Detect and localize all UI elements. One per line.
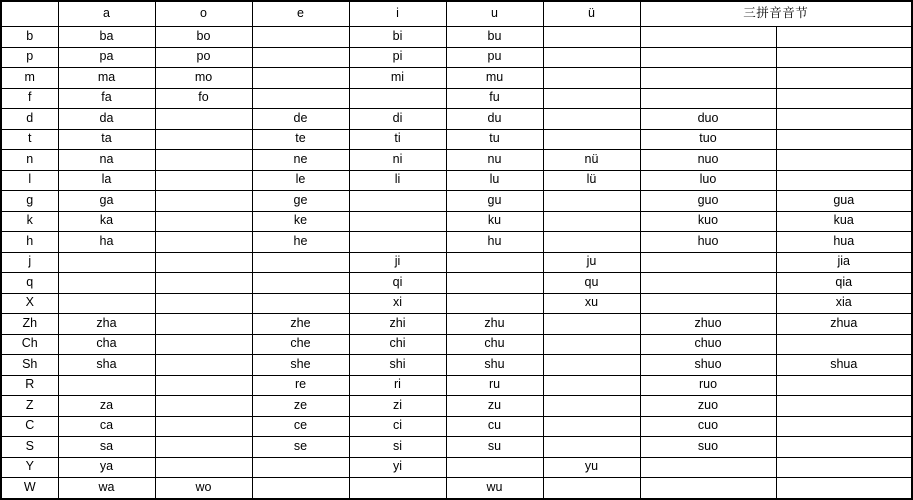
empty-cell <box>776 129 912 150</box>
syllable-cell: gu <box>446 191 543 212</box>
row-initial-t: t <box>1 129 58 150</box>
syllable-cell: qia <box>776 273 912 294</box>
syllable-cell: huo <box>640 232 776 253</box>
syllable-cell: fa <box>58 88 155 109</box>
syllable-cell: lü <box>543 170 640 191</box>
syllable-cell: nuo <box>640 150 776 171</box>
empty-cell <box>543 396 640 417</box>
row-initial-x: X <box>1 293 58 314</box>
syllable-cell: ya <box>58 457 155 478</box>
syllable-cell: ju <box>543 252 640 273</box>
table-row <box>1 334 912 355</box>
table-row <box>1 437 912 458</box>
syllable-cell: na <box>58 150 155 171</box>
row-initial-g: g <box>1 191 58 212</box>
syllable-cell: shi <box>349 355 446 376</box>
table-row <box>1 375 912 396</box>
syllable-cell: da <box>58 109 155 130</box>
syllable-cell: ca <box>58 416 155 437</box>
row-initial-s: S <box>1 437 58 458</box>
syllable-cell: ji <box>349 252 446 273</box>
syllable-cell: mi <box>349 68 446 89</box>
empty-cell <box>252 273 349 294</box>
row-initial-r: R <box>1 375 58 396</box>
syllable-cell: du <box>446 109 543 130</box>
syllable-cell: qu <box>543 273 640 294</box>
empty-cell <box>155 232 252 253</box>
syllable-cell: nü <box>543 150 640 171</box>
table-row <box>1 273 912 294</box>
empty-cell <box>543 191 640 212</box>
table-row <box>1 416 912 437</box>
syllable-cell: wa <box>58 478 155 500</box>
empty-cell <box>543 88 640 109</box>
header-vowel-v: ü <box>543 1 640 27</box>
empty-cell <box>349 232 446 253</box>
syllable-cell: re <box>252 375 349 396</box>
empty-cell <box>155 457 252 478</box>
header-corner <box>1 1 58 27</box>
header-vowel-e: e <box>252 1 349 27</box>
syllable-cell: luo <box>640 170 776 191</box>
empty-cell <box>776 27 912 48</box>
syllable-cell: gua <box>776 191 912 212</box>
syllable-cell: duo <box>640 109 776 130</box>
empty-cell <box>543 314 640 335</box>
syllable-cell: tu <box>446 129 543 150</box>
empty-cell <box>543 478 640 500</box>
row-initial-b: b <box>1 27 58 48</box>
row-initial-c: C <box>1 416 58 437</box>
table-row <box>1 68 912 89</box>
table-row <box>1 314 912 335</box>
syllable-cell: zhua <box>776 314 912 335</box>
syllable-cell: fo <box>155 88 252 109</box>
empty-cell <box>776 88 912 109</box>
syllable-cell: ku <box>446 211 543 232</box>
row-initial-h: h <box>1 232 58 253</box>
syllable-cell: li <box>349 170 446 191</box>
empty-cell <box>776 150 912 171</box>
syllable-cell: zha <box>58 314 155 335</box>
row-initial-m: m <box>1 68 58 89</box>
syllable-cell: de <box>252 109 349 130</box>
empty-cell <box>446 273 543 294</box>
empty-cell <box>640 88 776 109</box>
syllable-cell: shua <box>776 355 912 376</box>
empty-cell <box>155 334 252 355</box>
syllable-cell: zhi <box>349 314 446 335</box>
syllable-cell: fu <box>446 88 543 109</box>
syllable-cell: ne <box>252 150 349 171</box>
row-initial-zh: Zh <box>1 314 58 335</box>
syllable-cell: ta <box>58 129 155 150</box>
syllable-cell: ni <box>349 150 446 171</box>
row-initial-ch: Ch <box>1 334 58 355</box>
empty-cell <box>776 334 912 355</box>
table-row <box>1 293 912 314</box>
empty-cell <box>252 293 349 314</box>
syllable-cell: po <box>155 47 252 68</box>
row-initial-p: p <box>1 47 58 68</box>
syllable-cell: ti <box>349 129 446 150</box>
syllable-cell: cu <box>446 416 543 437</box>
empty-cell <box>543 375 640 396</box>
table-row <box>1 396 912 417</box>
table-row <box>1 109 912 130</box>
empty-cell <box>776 457 912 478</box>
syllable-cell: sa <box>58 437 155 458</box>
syllable-cell: guo <box>640 191 776 212</box>
syllable-cell: le <box>252 170 349 191</box>
row-initial-l: l <box>1 170 58 191</box>
empty-cell <box>543 232 640 253</box>
empty-cell <box>155 170 252 191</box>
empty-cell <box>543 211 640 232</box>
syllable-cell: kuo <box>640 211 776 232</box>
empty-cell <box>446 457 543 478</box>
empty-cell <box>543 129 640 150</box>
empty-cell <box>446 293 543 314</box>
syllable-cell: lu <box>446 170 543 191</box>
syllable-cell: ba <box>58 27 155 48</box>
empty-cell <box>543 47 640 68</box>
syllable-cell: shu <box>446 355 543 376</box>
empty-cell <box>155 150 252 171</box>
row-initial-n: n <box>1 150 58 171</box>
empty-cell <box>58 273 155 294</box>
empty-cell <box>155 396 252 417</box>
empty-cell <box>155 211 252 232</box>
syllable-cell: bu <box>446 27 543 48</box>
empty-cell <box>543 355 640 376</box>
empty-cell <box>349 191 446 212</box>
syllable-cell: di <box>349 109 446 130</box>
syllable-cell: chu <box>446 334 543 355</box>
syllable-cell: zuo <box>640 396 776 417</box>
syllable-cell: yi <box>349 457 446 478</box>
syllable-cell: tuo <box>640 129 776 150</box>
empty-cell <box>776 437 912 458</box>
header-vowel-o: o <box>155 1 252 27</box>
syllable-cell: shuo <box>640 355 776 376</box>
table-row <box>1 47 912 68</box>
empty-cell <box>155 191 252 212</box>
syllable-cell: she <box>252 355 349 376</box>
syllable-cell: ke <box>252 211 349 232</box>
empty-cell <box>543 416 640 437</box>
empty-cell <box>252 252 349 273</box>
header-vowel-a: a <box>58 1 155 27</box>
syllable-cell: pi <box>349 47 446 68</box>
syllable-cell: che <box>252 334 349 355</box>
table-row <box>1 457 912 478</box>
syllable-cell: ru <box>446 375 543 396</box>
syllable-cell: za <box>58 396 155 417</box>
empty-cell <box>155 437 252 458</box>
empty-cell <box>776 416 912 437</box>
empty-cell <box>640 252 776 273</box>
empty-cell <box>640 478 776 500</box>
syllable-cell: qi <box>349 273 446 294</box>
syllable-cell: ma <box>58 68 155 89</box>
empty-cell <box>252 27 349 48</box>
syllable-cell: ze <box>252 396 349 417</box>
syllable-cell: wu <box>446 478 543 500</box>
row-initial-f: f <box>1 88 58 109</box>
header-sanpin: 三拼音音节 <box>640 1 912 27</box>
empty-cell <box>252 47 349 68</box>
row-initial-w: W <box>1 478 58 500</box>
empty-cell <box>58 252 155 273</box>
syllable-cell: xi <box>349 293 446 314</box>
syllable-cell: kua <box>776 211 912 232</box>
syllable-cell: sha <box>58 355 155 376</box>
syllable-cell: zhe <box>252 314 349 335</box>
syllable-cell: zhu <box>446 314 543 335</box>
syllable-cell: zhuo <box>640 314 776 335</box>
empty-cell <box>776 109 912 130</box>
empty-cell <box>252 88 349 109</box>
empty-cell <box>543 27 640 48</box>
syllable-cell: ka <box>58 211 155 232</box>
empty-cell <box>155 375 252 396</box>
row-initial-y: Y <box>1 457 58 478</box>
syllable-cell: ga <box>58 191 155 212</box>
syllable-cell: chuo <box>640 334 776 355</box>
syllable-cell: jia <box>776 252 912 273</box>
syllable-cell: te <box>252 129 349 150</box>
empty-cell <box>543 68 640 89</box>
empty-cell <box>58 375 155 396</box>
empty-cell <box>155 355 252 376</box>
row-initial-d: d <box>1 109 58 130</box>
empty-cell <box>543 334 640 355</box>
syllable-cell: zi <box>349 396 446 417</box>
syllable-cell: suo <box>640 437 776 458</box>
table-row <box>1 478 912 500</box>
empty-cell <box>155 252 252 273</box>
table-body <box>1 27 912 500</box>
syllable-cell: la <box>58 170 155 191</box>
header-vowel-u: u <box>446 1 543 27</box>
empty-cell <box>349 211 446 232</box>
empty-cell <box>58 293 155 314</box>
syllable-cell: mu <box>446 68 543 89</box>
empty-cell <box>640 457 776 478</box>
empty-cell <box>155 129 252 150</box>
syllable-cell: pa <box>58 47 155 68</box>
table-row <box>1 27 912 48</box>
empty-cell <box>776 478 912 500</box>
syllable-cell: xia <box>776 293 912 314</box>
syllable-cell: nu <box>446 150 543 171</box>
empty-cell <box>776 68 912 89</box>
empty-cell <box>776 375 912 396</box>
syllable-cell: bi <box>349 27 446 48</box>
header-vowel-i: i <box>349 1 446 27</box>
syllable-cell: chi <box>349 334 446 355</box>
table-row <box>1 88 912 109</box>
empty-cell <box>155 416 252 437</box>
syllable-cell: ci <box>349 416 446 437</box>
syllable-cell: yu <box>543 457 640 478</box>
row-initial-z: Z <box>1 396 58 417</box>
row-initial-q: q <box>1 273 58 294</box>
syllable-cell: ruo <box>640 375 776 396</box>
syllable-cell: zu <box>446 396 543 417</box>
syllable-cell: he <box>252 232 349 253</box>
row-initial-j: j <box>1 252 58 273</box>
empty-cell <box>252 68 349 89</box>
empty-cell <box>252 457 349 478</box>
syllable-cell: ge <box>252 191 349 212</box>
empty-cell <box>776 47 912 68</box>
syllable-cell: ce <box>252 416 349 437</box>
table-row <box>1 129 912 150</box>
syllable-cell: se <box>252 437 349 458</box>
empty-cell <box>446 252 543 273</box>
header-row <box>1 1 912 27</box>
syllable-cell: hua <box>776 232 912 253</box>
table-row <box>1 170 912 191</box>
syllable-cell: hu <box>446 232 543 253</box>
empty-cell <box>543 437 640 458</box>
syllable-cell: su <box>446 437 543 458</box>
row-initial-k: k <box>1 211 58 232</box>
empty-cell <box>349 88 446 109</box>
syllable-cell: wo <box>155 478 252 500</box>
syllable-cell: cha <box>58 334 155 355</box>
empty-cell <box>776 170 912 191</box>
empty-cell <box>252 478 349 500</box>
table-row <box>1 252 912 273</box>
table-header <box>1 1 912 27</box>
empty-cell <box>640 68 776 89</box>
row-initial-sh: Sh <box>1 355 58 376</box>
empty-cell <box>640 273 776 294</box>
syllable-cell: bo <box>155 27 252 48</box>
empty-cell <box>543 109 640 130</box>
empty-cell <box>640 293 776 314</box>
syllable-cell: ha <box>58 232 155 253</box>
table-row <box>1 150 912 171</box>
table-row <box>1 232 912 253</box>
empty-cell <box>776 396 912 417</box>
empty-cell <box>155 109 252 130</box>
syllable-cell: mo <box>155 68 252 89</box>
empty-cell <box>349 478 446 500</box>
table-row <box>1 355 912 376</box>
syllable-cell: ri <box>349 375 446 396</box>
empty-cell <box>155 273 252 294</box>
syllable-cell: cuo <box>640 416 776 437</box>
empty-cell <box>155 314 252 335</box>
syllable-cell: pu <box>446 47 543 68</box>
empty-cell <box>640 47 776 68</box>
syllable-cell: xu <box>543 293 640 314</box>
syllable-cell: si <box>349 437 446 458</box>
table-row <box>1 211 912 232</box>
table-row <box>1 191 912 212</box>
empty-cell <box>155 293 252 314</box>
empty-cell <box>640 27 776 48</box>
